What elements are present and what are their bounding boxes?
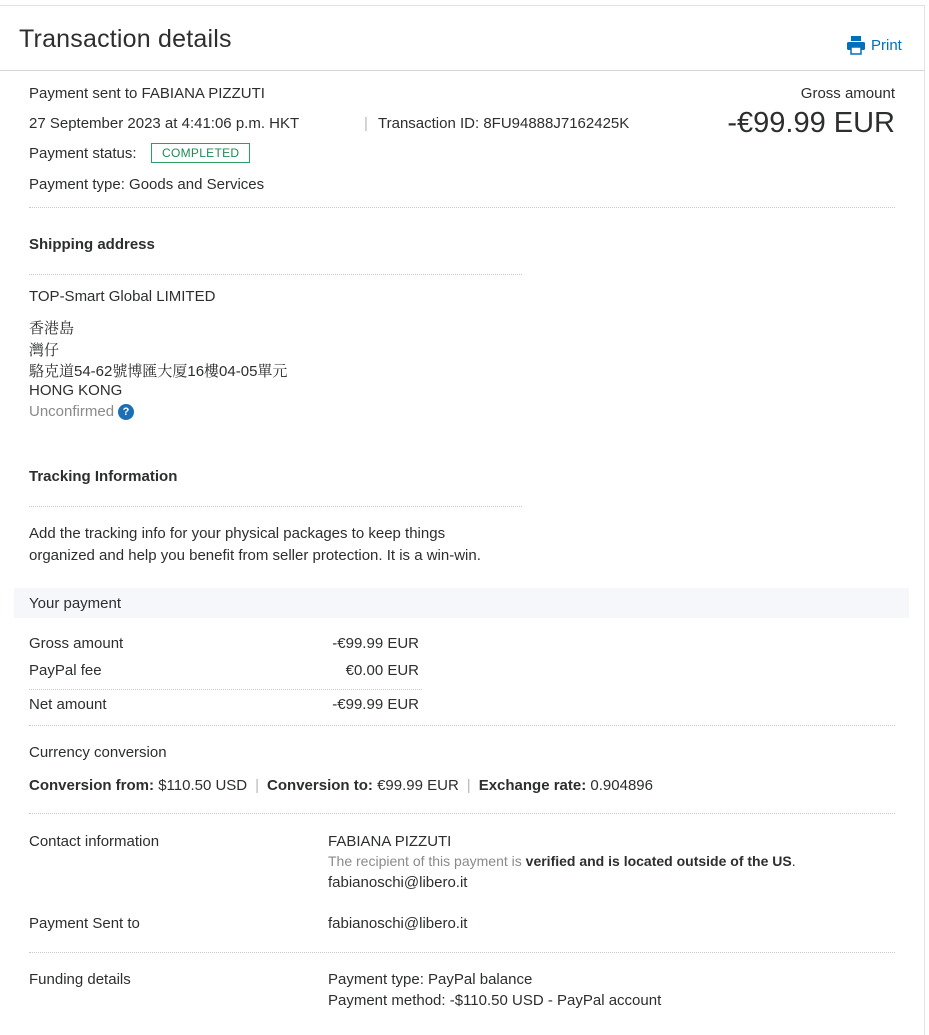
your-payment-heading: Your payment <box>29 595 122 612</box>
divider <box>29 207 895 208</box>
funding-label: Funding details <box>29 971 131 988</box>
shipping-company: TOP-Smart Global LIMITED <box>29 288 216 305</box>
divider <box>29 952 895 953</box>
shipping-heading: Shipping address <box>29 236 155 253</box>
funding-method: Payment method: -$110.50 USD - PayPal account <box>328 992 662 1009</box>
unconfirmed-label: Unconfirmed <box>29 403 115 420</box>
divider <box>29 506 522 507</box>
fee-value: €0.00 EUR <box>345 662 419 679</box>
net-label: Net amount <box>29 696 107 713</box>
payment-sent-to: Payment sent to FABIANA PIZZUTI <box>29 85 265 102</box>
shipping-line-1: 香港島 <box>29 320 75 337</box>
print-button[interactable] <box>846 35 902 55</box>
payment-sent-to-label: Payment Sent to <box>29 915 140 932</box>
gross-label: Gross amount <box>29 635 124 652</box>
your-payment-band <box>14 588 909 618</box>
address-status <box>29 403 134 420</box>
contact-name: FABIANA PIZZUTI <box>328 833 452 850</box>
fee-label: PayPal fee <box>29 662 102 679</box>
page-title: Transaction details <box>19 25 232 53</box>
transaction-id: Transaction ID: 8FU94888J7162425K <box>378 115 630 132</box>
printer-icon <box>846 35 866 55</box>
status-badge: COMPLETED <box>151 143 250 163</box>
divider: | <box>364 115 368 132</box>
divider <box>29 689 422 690</box>
shipping-line-2: 灣仔 <box>29 342 60 359</box>
net-value: -€99.99 EUR <box>332 696 419 713</box>
header <box>0 5 925 71</box>
shipping-country: HONG KONG <box>29 382 123 399</box>
gross-amount-label: Gross amount <box>800 85 895 102</box>
help-icon[interactable]: ? <box>118 404 134 420</box>
divider <box>29 274 522 275</box>
gross-amount-value: -€99.99 EUR <box>727 107 895 139</box>
tracking-text-1: Add the tracking info for your physical packages to keep things <box>29 525 446 542</box>
shipping-line-3: 駱克道54-62號博匯大厦16樓04-05單元 <box>29 363 288 380</box>
contact-label: Contact information <box>29 833 160 850</box>
tracking-text-2: organized and help you benefit from seller protection. It is a win-win. <box>29 547 481 564</box>
divider <box>29 725 895 726</box>
funding-type: Payment type: PayPal balance <box>328 971 533 988</box>
gross-value: -€99.99 EUR <box>332 635 419 652</box>
conversion-details: Conversion from: $110.50 USD | Conversion to: €99.99 EUR | Exchange rate: 0.904896 <box>29 777 653 794</box>
divider <box>29 813 895 814</box>
conversion-heading: Currency conversion <box>29 744 167 761</box>
tracking-heading: Tracking Information <box>29 468 178 485</box>
contact-email: fabianoschi@libero.it <box>328 874 468 891</box>
transaction-datetime: 27 September 2023 at 4:41:06 p.m. HKT <box>29 115 300 132</box>
payment-sent-to-email: fabianoschi@libero.it <box>328 915 468 932</box>
payment-type: Payment type: Goods and Services <box>29 176 265 193</box>
print-label: Print <box>871 36 902 54</box>
recipient-note: The recipient of this payment is verified and is located outside of the US. <box>328 853 796 869</box>
payment-status-label: Payment status: <box>29 145 137 162</box>
